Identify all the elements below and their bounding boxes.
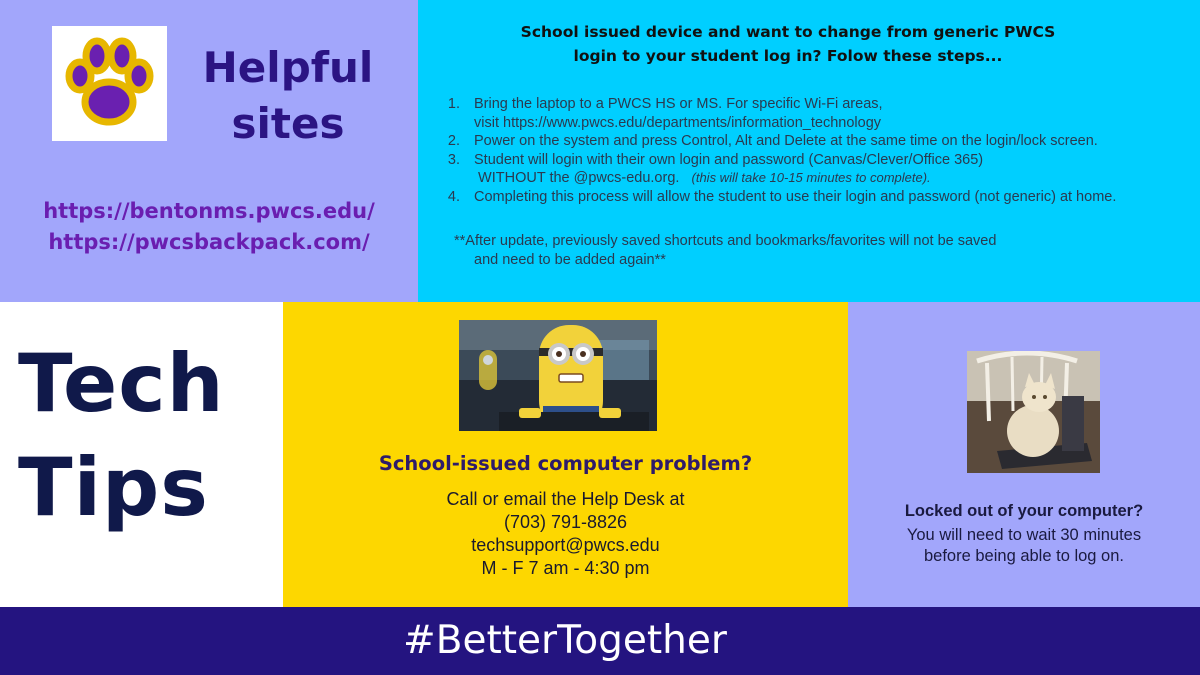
cat-on-laptop-image [967,351,1100,473]
help-desk-phone[interactable]: (703) 791-8826 [503,512,628,532]
tech-tips-line2: Tips [18,441,209,534]
footnote-line1: **After update, previously saved shortcuts and bookmarks/favorites will not be saved [454,233,997,249]
minion-at-computer-image [459,320,657,431]
step-number: 2. [447,133,460,149]
help-desk-panel [283,302,848,607]
footnote-line2: and need to be added again** [474,251,666,268]
step-text: Student will login with their own login and password (Canvas/Clever/Office 365) [474,151,984,168]
helpful-title-line2: sites [231,99,345,148]
step-item [432,151,1192,188]
steps-list [432,95,1192,206]
locked-out-line1: You will need to wait 30 minutes [906,526,1142,544]
login-steps-panel [418,0,1200,302]
link-bentonms[interactable]: https://bentonms.pwcs.edu/ [43,199,375,223]
locked-out-panel [848,302,1200,607]
tech-tips-panel [0,302,283,607]
locked-out-heading: Locked out of your computer? [904,502,1144,520]
step-number: 1. [447,96,460,112]
step-number: 3. [447,151,460,168]
help-desk-contact [283,488,848,580]
help-desk-intro: Call or email the Help Desk at [446,489,685,509]
locked-out-message [848,525,1200,567]
steps-heading [458,20,1118,68]
locked-out-line2: before being able to log on. [924,547,1124,565]
step-number: 4. [447,188,460,205]
steps-footnote [454,232,1184,269]
step-text: Completing this process will allow the student to use their login and password (not generic) at home. [474,188,1117,205]
step-text: WITHOUT the @pwcs-edu.org. [474,170,680,186]
tech-tips-line1: Tech [18,337,225,430]
step-text: Bring the laptop to a PWCS HS or MS. For specific Wi-Fi areas, [474,96,883,112]
purple-paw-icon [52,26,167,141]
hashtag-text: #BetterTogether [403,618,727,663]
help-desk-hours: M - F 7 am - 4:30 pm [481,558,650,578]
steps-heading-line2: login to your student log in? Folow these steps... [573,47,1003,65]
helpful-sites-title [188,40,388,152]
step-text: Power on the system and press Control, Alt and Delete at the same time on the login/lock screen. [474,133,1098,149]
help-desk-heading: School-issued computer problem? [378,452,753,475]
steps-heading-line1: School issued device and want to change from generic PWCS [520,23,1056,41]
step-text-url: visit https://www.pwcs.edu/departments/information_technology [474,114,882,131]
helpful-links [0,196,418,258]
link-pwcsbackpack[interactable]: https://pwcsbackpack.com/ [48,230,370,254]
help-desk-email[interactable]: techsupport@pwcs.edu [471,535,660,555]
step-note: (this will take 10-15 minutes to complete). [691,170,931,185]
tech-tips-title [18,332,225,540]
step-item [432,188,1192,207]
step-item [432,95,1192,132]
step-item [432,132,1192,151]
footer-banner [0,607,1200,675]
helpful-title-line1: Helpful [202,43,374,92]
helpful-sites-panel [0,0,418,302]
